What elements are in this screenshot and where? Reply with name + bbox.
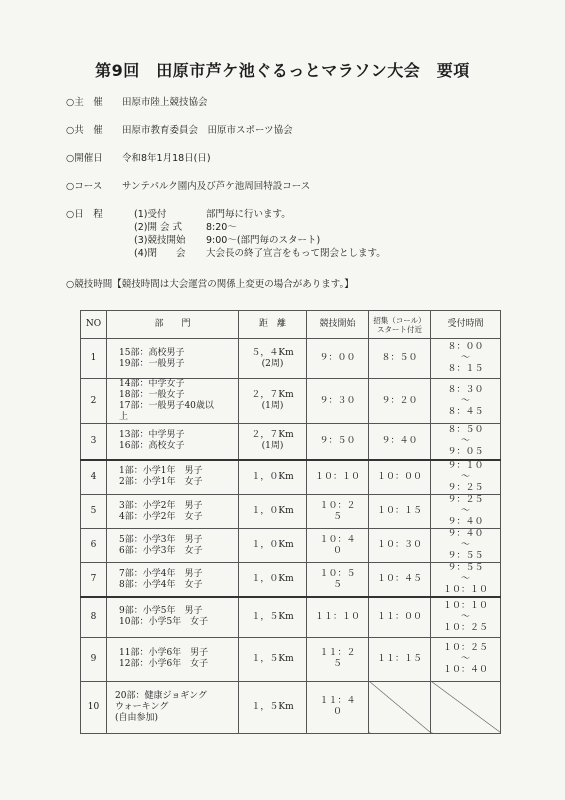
cell-start: １０：２ ５ (307, 495, 369, 529)
schedule-item (134, 234, 386, 247)
cell-categories: 5部：小学3年 男子 6部：小学3年 女子 (107, 529, 239, 563)
cell-distance: １，０Km (239, 460, 307, 495)
schedule-item (134, 221, 386, 234)
info-value: サンテパルク園内及び芦ケ池周回特設コース (122, 181, 311, 192)
info-value: 令和8年1月18日(日) (122, 153, 211, 164)
cell-reception: ８：３０ ～ ８：４５ (431, 379, 501, 424)
cell-no: 5 (81, 495, 107, 529)
cell-start: ９：００ (307, 339, 369, 379)
info-label: ○共 催 (66, 125, 103, 136)
table-row (81, 495, 501, 529)
cell-assembly: ８：５０ (369, 339, 431, 379)
cell-categories: 14部：中学女子 18部：一般女子 17部：一般男子40歳以 上 (107, 379, 239, 424)
cell-categories: 11部：小学6年 男子 12部：小学6年 女子 (107, 637, 239, 681)
cell-no: 7 (81, 563, 107, 598)
cell-assembly: １０：４５ (369, 563, 431, 598)
schedule-item-desc: 9:00～(部門毎のスタート) (206, 235, 321, 246)
cell-assembly: １０：３０ (369, 529, 431, 563)
table-row (81, 563, 501, 598)
cell-start: １０：５ ５ (307, 563, 369, 598)
schedule-item-desc: 部門毎に行います。 (206, 209, 291, 220)
schedule-item-label: (4)閉 会 (134, 248, 186, 259)
info-schedule (66, 208, 122, 221)
cell-no: 1 (81, 339, 107, 379)
schedule-list (134, 208, 386, 260)
cell-no: 2 (81, 379, 107, 424)
table-row (81, 637, 501, 681)
schedule-item (134, 247, 386, 260)
cell-distance: １，０Km (239, 529, 307, 563)
cell-start: １１：２ ５ (307, 637, 369, 681)
timetable (80, 310, 501, 734)
table-row (81, 460, 501, 495)
info-organizer (66, 96, 208, 109)
cell-reception: ９：１０ ～ ９：２５ (431, 460, 501, 495)
cell-reception-blank (431, 681, 501, 733)
cell-categories: 15部：高校男子 19部：一般男子 (107, 339, 239, 379)
info-co-organizer (66, 124, 293, 137)
cell-assembly: １１：００ (369, 597, 431, 637)
cell-reception: ９：２５ ～ ９：４０ (431, 495, 501, 529)
table-row (81, 424, 501, 460)
cell-categories: 9部：小学5年 男子 10部：小学5年 女子 (107, 597, 239, 637)
cell-assembly: １０：１５ (369, 495, 431, 529)
header-distance: 距 離 (239, 311, 307, 339)
header-no: NO (81, 311, 107, 339)
cell-no: 8 (81, 597, 107, 637)
table-row (81, 529, 501, 563)
table-row (81, 597, 501, 637)
schedule-item-desc: 大会長の終了宣言をもって閉会とします。 (206, 248, 386, 259)
table-row (81, 681, 501, 733)
cell-assembly: ９：４０ (369, 424, 431, 460)
info-course (66, 180, 310, 193)
info-label: ○主 催 (66, 97, 103, 108)
cell-no: 3 (81, 424, 107, 460)
table-header-row (81, 311, 501, 339)
cell-no: 4 (81, 460, 107, 495)
cell-distance: ５，４Km (2周) (239, 339, 307, 379)
header-assembly: 招集（コール） スタート付近 (369, 311, 431, 339)
table-row (81, 379, 501, 424)
cell-reception: １０：１０ ～ １０：２５ (431, 597, 501, 637)
schedule-item-label: (2)開 会 式 (134, 222, 182, 233)
cell-distance: ２，７Km (1周) (239, 379, 307, 424)
cell-assembly-blank (369, 681, 431, 733)
info-value: 田原市教育委員会 田原市スポーツ協会 (122, 125, 293, 136)
cell-reception: １０：２５ ～ １０：４０ (431, 637, 501, 681)
cell-start: １０：４ ０ (307, 529, 369, 563)
schedule-item-label: (3)競技開始 (134, 235, 186, 246)
cell-categories: 1部：小学1年 男子 2部：小学1年 女子 (107, 460, 239, 495)
header-reception: 受付時間 (431, 311, 501, 339)
cell-reception: ９：４０ ～ ９：５５ (431, 529, 501, 563)
cell-no: 6 (81, 529, 107, 563)
table-row (81, 339, 501, 379)
cell-no: 9 (81, 637, 107, 681)
cell-distance: １，５Km (239, 597, 307, 637)
header-start: 競技開始 (307, 311, 369, 339)
cell-categories: 20部：健康ジョギング ウォーキング (自由参加) (107, 681, 239, 733)
cell-start: ９：５０ (307, 424, 369, 460)
cell-distance: １，０Km (239, 495, 307, 529)
cell-no: 10 (81, 681, 107, 733)
cell-reception: ９：５５ ～ １０：１０ (431, 563, 501, 598)
cell-reception: ８：００ ～ ８：１５ (431, 339, 501, 379)
cell-categories: 7部：小学4年 男子 8部：小学4年 女子 (107, 563, 239, 598)
cell-reception: ８：５０ ～ ９：０５ (431, 424, 501, 460)
header-category: 部 門 (107, 311, 239, 339)
cell-start: １１：４ ０ (307, 681, 369, 733)
cell-start: ９：３０ (307, 379, 369, 424)
info-label: ○開催日 (66, 153, 103, 164)
info-date (66, 152, 211, 165)
page-title: 第9回 田原市芦ケ池ぐるっとマラソン大会 要項 (95, 61, 470, 80)
cell-categories: 3部：小学2年 男子 4部：小学2年 女子 (107, 495, 239, 529)
info-value: 田原市陸上競技協会 (122, 97, 208, 108)
cell-assembly: １１：１５ (369, 637, 431, 681)
cell-start: １０：１０ (307, 460, 369, 495)
info-label: ○日 程 (66, 209, 103, 220)
cell-distance: １，０Km (239, 563, 307, 598)
cell-assembly: １０：００ (369, 460, 431, 495)
info-label: ○コース (66, 181, 103, 192)
schedule-item (134, 208, 386, 221)
schedule-item-label: (1)受付 (134, 209, 167, 220)
cell-distance: ２，７Km (1周) (239, 424, 307, 460)
cell-distance: １，５Km (239, 637, 307, 681)
cell-assembly: ９：２０ (369, 379, 431, 424)
cell-categories: 13部：中学男子 16部：高校女子 (107, 424, 239, 460)
schedule-item-desc: 8:20～ (206, 222, 237, 233)
time-note: ○競技時間【競技時間は大会運営の関係上変更の場合があります。】 (66, 279, 354, 290)
cell-start: １１：１０ (307, 597, 369, 637)
cell-distance: １，５Km (239, 681, 307, 733)
